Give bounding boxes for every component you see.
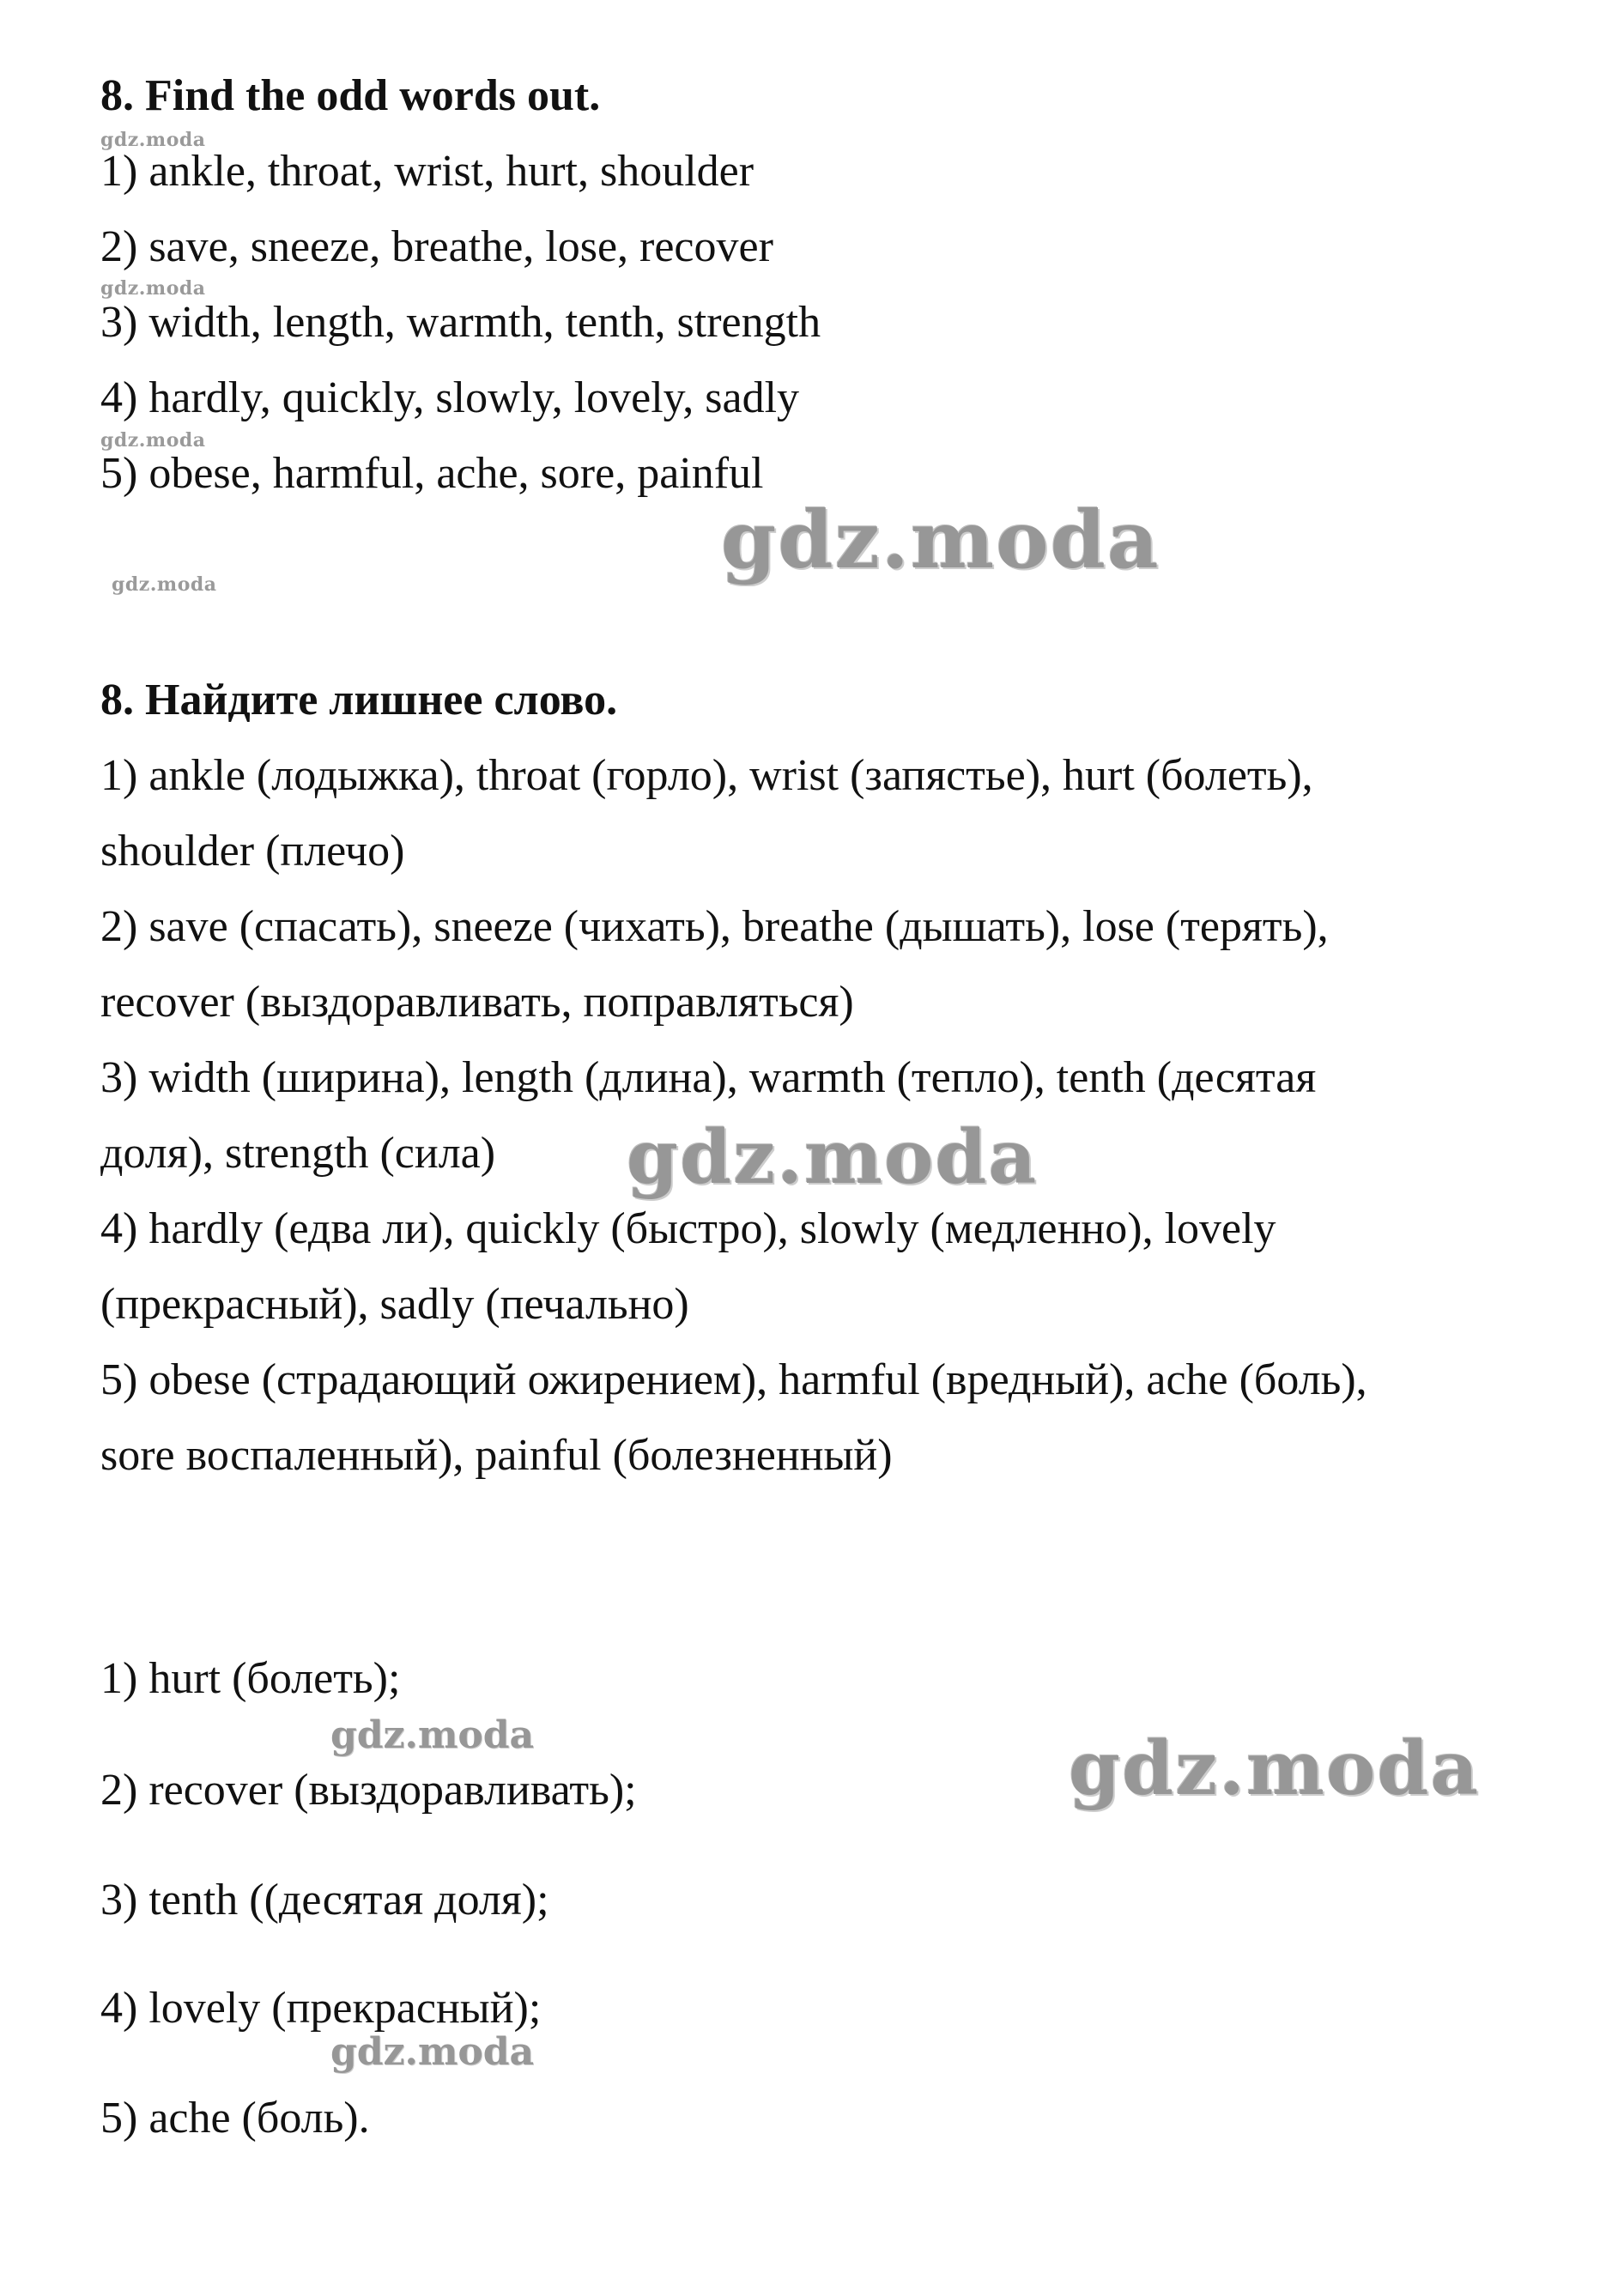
answer-item: 1) hurt (болеть); [100,1654,401,1703]
watermark-small: gdz.moda [100,429,206,452]
exercise-en-item: 1) ankle, throat, wrist, hurt, shoulder [100,147,754,196]
exercise-ru-line: 1) ankle (лодыжка), throat (горло), wrist (запястье), hurt (болеть), [100,751,1313,800]
answer-item: 3) tenth ((десятая доля); [100,1876,549,1924]
answer-item: 2) recover (выздоравливать); [100,1766,637,1815]
exercise-ru-heading: 8. Найдите лишнее слово. [100,676,618,724]
watermark-large: gdz.moda [1069,1725,1481,1812]
exercise-en-item: 5) obese, harmful, ache, sore, painful [100,449,764,498]
exercise-en-heading: 8. Find the odd words out. [100,71,601,120]
watermark-small: gdz.moda [100,129,206,151]
watermark-medium: gdz.moda [330,2030,535,2074]
watermark-large: gdz.moda [627,1114,1039,1201]
exercise-ru-line: sore воспаленный), painful (болезненный) [100,1431,893,1480]
exercise-ru-line: (прекрасный), sadly (печально) [100,1280,689,1329]
exercise-en-item: 4) hardly, quickly, slowly, lovely, sadly [100,373,800,422]
exercise-ru-line: shoulder (плечо) [100,827,405,876]
exercise-ru-line: 2) save (спасать), sneeze (чихать), breathe (дышать), lose (терять), [100,902,1329,951]
watermark-small: gdz.moda [112,573,217,596]
exercise-ru-line: доля), strength (сила) [100,1129,496,1178]
exercise-en-item: 3) width, length, warmth, tenth, strength [100,298,821,347]
exercise-en-item: 2) save, sneeze, breathe, lose, recover [100,222,773,271]
answer-item: 4) lovely (прекрасный); [100,1984,542,2033]
watermark-medium: gdz.moda [330,1713,535,1757]
watermark-small: gdz.moda [100,277,206,300]
answer-item: 5) ache (боль). [100,2094,370,2143]
exercise-ru-line: 4) hardly (едва ли), quickly (быстро), slowly (медленно), lovely [100,1204,1276,1253]
exercise-ru-line: 5) obese (страдающий ожирением), harmful (вредный), ache (боль), [100,1355,1367,1404]
exercise-ru-line: recover (выздоравливать, поправляться) [100,978,854,1027]
watermark-large: gdz.moda [721,494,1160,586]
exercise-ru-line: 3) width (ширина), length (длина), warmth (тепло), tenth (десятая [100,1053,1317,1102]
